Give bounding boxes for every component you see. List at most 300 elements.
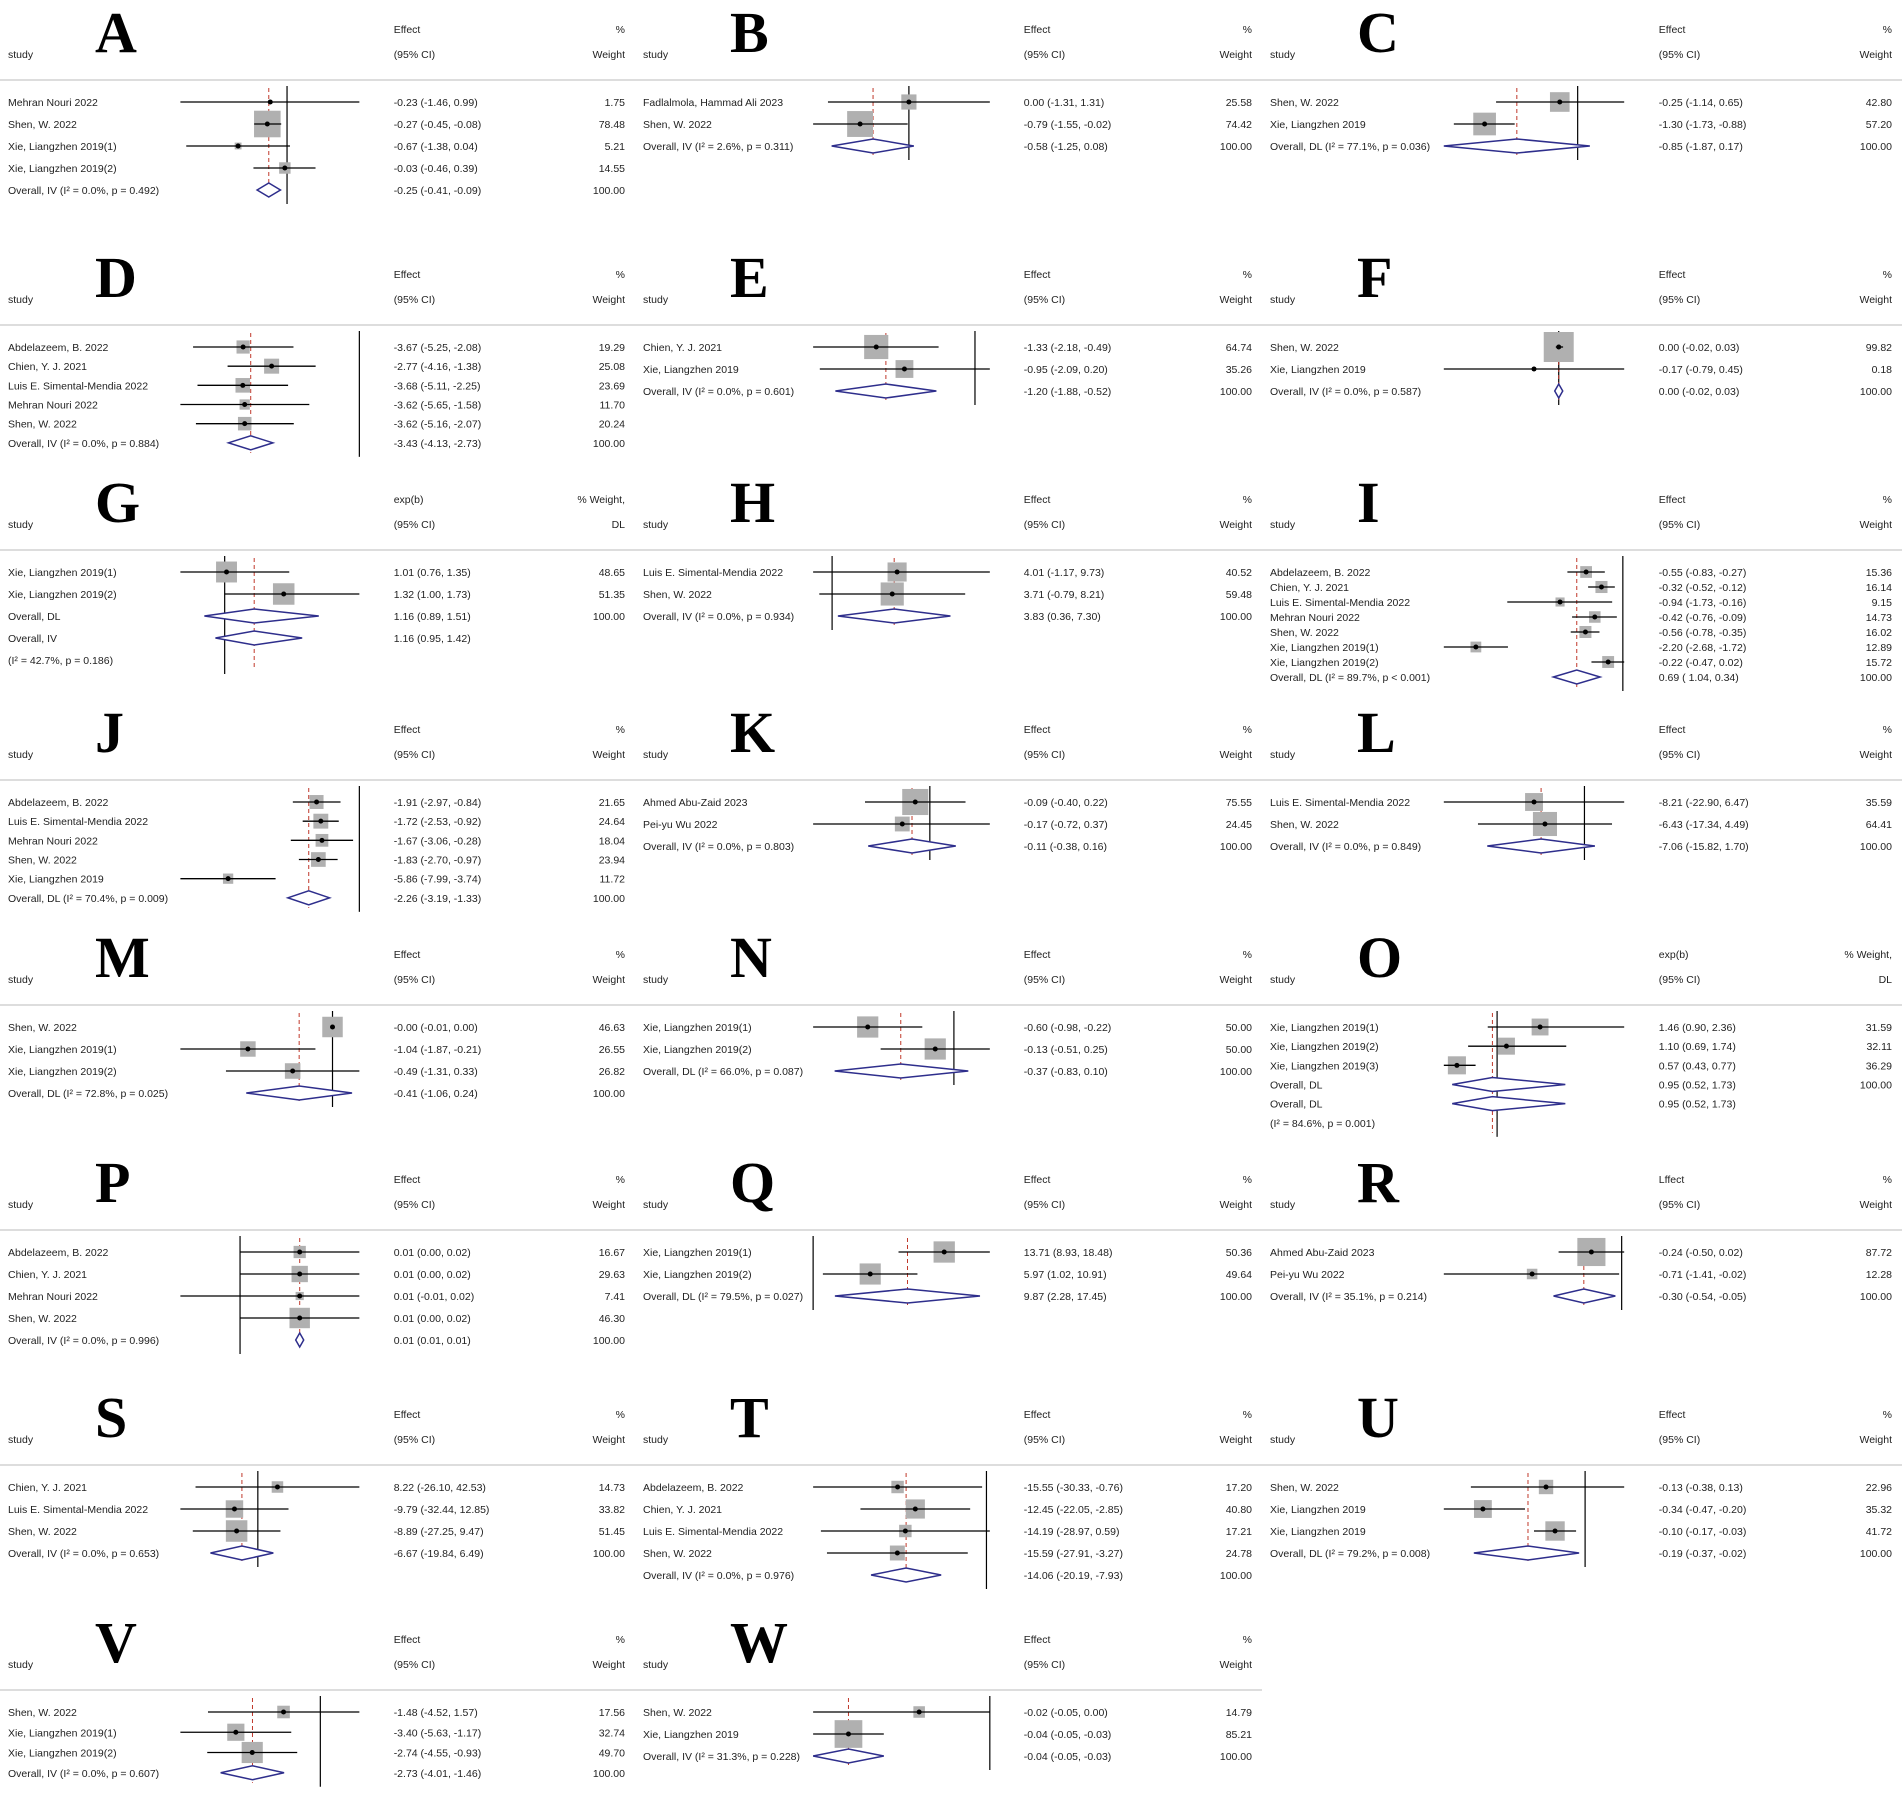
point-estimate — [913, 1507, 918, 1512]
overall-row — [643, 139, 1252, 153]
study-row — [1270, 332, 1892, 362]
weight: 100.00 — [592, 1548, 625, 1560]
effect-ci: -0.42 (-0.76, -0.09) — [1658, 612, 1747, 624]
effect-ci: -0.49 (-1.31, 0.33) — [393, 1066, 478, 1078]
forest-plot-u — [1262, 1385, 1902, 1610]
study-row — [643, 1038, 1252, 1059]
effect-ci: -0.22 (-0.47, 0.02) — [1658, 657, 1743, 669]
overall-row — [1270, 1289, 1892, 1303]
study-label: Overall, DL (I² = 89.7%, p < 0.001) — [1270, 672, 1431, 684]
pooled-diamond — [1474, 1546, 1579, 1560]
pooled-diamond — [868, 839, 956, 853]
point-estimate — [1599, 585, 1604, 590]
effect-ci: -15.59 (-27.91, -3.27) — [1023, 1548, 1123, 1560]
study-label: Abdelazeem, B. 2022 — [643, 1482, 744, 1494]
study-row — [643, 1263, 1252, 1284]
weight-header: % — [1242, 949, 1252, 961]
study-header: study — [643, 749, 669, 761]
panel-letter: U — [1357, 1385, 1399, 1450]
weight: 29.63 — [598, 1269, 625, 1281]
weight: 85.21 — [1225, 1729, 1252, 1741]
point-estimate — [906, 100, 911, 105]
effect-ci: 0.95 (0.52, 1.73) — [1658, 1079, 1736, 1092]
study-label: Overall, IV (I² = 2.6%, p = 0.311) — [643, 141, 794, 153]
study-label: Mehran Nouri 2022 — [8, 399, 98, 412]
point-estimate — [242, 421, 247, 426]
point-estimate — [265, 122, 270, 127]
study-label: Xie, Liangzhen 2019(2) — [643, 1044, 752, 1056]
study-label: Overall, IV (I² = 0.0%, p = 0.601) — [643, 386, 795, 398]
weight: 35.32 — [1865, 1504, 1892, 1516]
study-row — [1270, 793, 1892, 811]
effect-ci: -0.32 (-0.52, -0.12) — [1658, 582, 1747, 594]
study-header: study — [643, 974, 669, 986]
weight: 40.52 — [1225, 567, 1252, 579]
effect-ci: 1.16 (0.89, 1.51) — [393, 611, 471, 623]
point-estimate — [942, 1250, 947, 1255]
weight: 100.00 — [592, 1335, 625, 1347]
weight: 100.00 — [592, 437, 625, 450]
ci-header: (95% CI) — [1023, 749, 1066, 761]
point-estimate — [1532, 800, 1537, 805]
point-estimate — [865, 1025, 870, 1030]
effect-ci: -0.09 (-0.40, 0.22) — [1023, 797, 1108, 809]
overall-row — [1270, 670, 1892, 684]
effect-header: exp(b) — [1658, 949, 1689, 961]
study-label: Chien, Y. J. 2021 — [1270, 582, 1350, 594]
ci-header: (95% CI) — [393, 974, 436, 986]
forest-plot-svg — [0, 470, 635, 700]
pooled-diamond — [835, 1289, 980, 1303]
weight: 17.56 — [598, 1707, 625, 1719]
weight: 22.96 — [1865, 1482, 1892, 1494]
weight: 23.69 — [598, 380, 625, 393]
weight-header-2: Weight — [1859, 294, 1892, 306]
effect-header: Effect — [1023, 1634, 1051, 1646]
study-label: Xie, Liangzhen 2019(2) — [8, 163, 117, 175]
effect-ci: -0.55 (-0.83, -0.27) — [1658, 567, 1747, 579]
study-header: study — [1270, 1199, 1296, 1211]
effect-header: Effect — [393, 24, 421, 36]
effect-ci: 0.00 (-0.02, 0.03) — [1658, 342, 1740, 354]
forest-plot-svg — [635, 1150, 1262, 1385]
weight-header: % — [1882, 24, 1892, 36]
pooled-diamond — [1555, 384, 1563, 398]
weight-header-2: Weight — [1859, 519, 1892, 531]
study-row — [1270, 1238, 1892, 1266]
weight-header: % — [1882, 1174, 1892, 1186]
weight: 100.00 — [1859, 386, 1892, 398]
overall-row — [643, 839, 1252, 853]
point-estimate — [314, 800, 319, 805]
panel-letter: D — [95, 245, 137, 310]
weight: 7.41 — [604, 1291, 625, 1303]
study-header: study — [8, 49, 34, 61]
study-row — [1270, 1500, 1892, 1518]
pooled-diamond — [832, 139, 914, 153]
point-estimate — [895, 570, 900, 575]
point-estimate — [232, 1507, 237, 1512]
point-estimate — [242, 402, 247, 407]
study-label: Overall, DL (I² = 72.8%, p = 0.025) — [8, 1088, 169, 1100]
panel-letter: J — [95, 700, 124, 765]
study-row — [1270, 611, 1892, 624]
point-estimate — [234, 1529, 239, 1534]
panel-letter: N — [730, 925, 772, 990]
ci-header: (95% CI) — [1023, 1434, 1066, 1446]
weight: 35.26 — [1225, 364, 1252, 376]
effect-ci: 13.71 (8.93, 18.48) — [1023, 1247, 1113, 1259]
weight: 15.36 — [1865, 567, 1892, 579]
weight-header-2: Weight — [592, 974, 625, 986]
weight: 42.80 — [1865, 97, 1892, 109]
ci-header: (95% CI) — [1658, 1434, 1701, 1446]
weight: 32.11 — [1866, 1041, 1892, 1054]
study-row — [8, 1520, 625, 1542]
effect-ci: -0.10 (-0.17, -0.03) — [1658, 1526, 1747, 1538]
weight: 0.18 — [1871, 364, 1892, 376]
effect-header: Effect — [393, 269, 421, 281]
weight-header-2: Weight — [1219, 1434, 1252, 1446]
pooled-diamond — [296, 1333, 304, 1347]
study-row — [8, 162, 625, 175]
pooled-diamond — [229, 436, 273, 450]
weight: 33.82 — [598, 1504, 625, 1516]
weight-header-2: Weight — [1219, 749, 1252, 761]
study-label: Chien, Y. J. 2021 — [643, 342, 723, 354]
ci-header: (95% CI) — [1658, 1199, 1701, 1211]
pooled-diamond — [1554, 1289, 1616, 1303]
overall-row — [643, 1289, 1252, 1303]
forest-plot-s — [0, 1385, 635, 1610]
effect-ci: -0.24 (-0.50, 0.02) — [1658, 1247, 1743, 1259]
effect-ci: -2.20 (-2.68, -1.72) — [1658, 642, 1747, 654]
study-label: Xie, Liangzhen 2019 — [1270, 364, 1366, 376]
effect-ci: -6.67 (-19.84, 6.49) — [393, 1548, 484, 1560]
effect-ci: -0.19 (-0.37, -0.02) — [1658, 1548, 1747, 1560]
overall-row — [1270, 139, 1892, 153]
forest-plot-svg — [635, 245, 1262, 470]
study-label: Xie, Liangzhen 2019(1) — [1270, 642, 1379, 654]
forest-plot-svg — [635, 700, 1262, 925]
point-estimate — [281, 1710, 286, 1715]
effect-ci: -0.85 (-1.87, 0.17) — [1658, 141, 1743, 153]
ci-header: (95% CI) — [1658, 49, 1701, 61]
point-estimate — [282, 166, 287, 171]
forest-plot-j — [0, 700, 635, 925]
study-label: Overall, IV (I² = 0.0%, p = 0.492) — [8, 185, 160, 197]
effect-ci: 8.22 (-26.10, 42.53) — [393, 1482, 486, 1494]
study-label: Xie, Liangzhen 2019 — [1270, 1526, 1366, 1538]
overall-row — [8, 631, 471, 645]
study-row — [643, 1016, 1252, 1037]
point-estimate — [903, 1529, 908, 1534]
effect-ci: -0.04 (-0.05, -0.03) — [1023, 1729, 1112, 1741]
forest-plot-k — [635, 700, 1262, 925]
weight: 14.79 — [1225, 1707, 1252, 1719]
forest-plot-e — [635, 245, 1262, 470]
point-estimate — [1454, 1063, 1459, 1068]
effect-ci: -0.94 (-1.73, -0.16) — [1658, 597, 1747, 609]
weight: 26.55 — [598, 1044, 625, 1056]
weight: 100.00 — [1859, 1548, 1892, 1560]
study-row — [8, 1063, 625, 1079]
weight: 46.63 — [598, 1022, 625, 1034]
study-label: Xie, Liangzhen 2019(1) — [643, 1022, 752, 1034]
weight: 12.28 — [1865, 1269, 1892, 1281]
overall-row — [1270, 839, 1892, 853]
study-row — [1270, 364, 1892, 376]
effect-ci: -0.00 (-0.01, 0.00) — [393, 1022, 478, 1034]
overall-row — [8, 891, 625, 905]
pooled-diamond — [835, 384, 936, 398]
effect-ci: -0.03 (-0.46, 0.39) — [393, 163, 478, 175]
study-header: study — [643, 519, 669, 531]
point-estimate — [1504, 1044, 1509, 1049]
study-header: study — [8, 749, 34, 761]
forest-plot-b — [635, 0, 1262, 245]
point-estimate — [1473, 645, 1478, 650]
forest-plot-svg — [0, 245, 635, 470]
panel-letter: R — [1357, 1150, 1399, 1215]
effect-ci: 0.69 ( 1.04, 0.34) — [1658, 672, 1739, 684]
effect-ci: -14.06 (-20.19, -7.93) — [1023, 1570, 1123, 1582]
forest-plot-q — [635, 1150, 1262, 1385]
study-header: study — [8, 519, 34, 531]
forest-plot-a — [0, 0, 635, 245]
effect-ci: -3.62 (-5.65, -1.58) — [393, 399, 482, 412]
effect-ci: 4.01 (-1.17, 9.73) — [1023, 567, 1105, 579]
overall-row — [1270, 384, 1892, 398]
weight: 100.00 — [592, 1767, 625, 1780]
weight-header: % — [1882, 494, 1892, 506]
study-label: Shen, W. 2022 — [1270, 627, 1339, 639]
effect-ci: 1.16 (0.95, 1.42) — [393, 633, 471, 645]
overall-row — [643, 1568, 1252, 1582]
forest-plot-f — [1262, 245, 1902, 470]
weight-header: % — [615, 724, 625, 736]
study-row — [643, 1499, 1252, 1518]
effect-ci: -0.13 (-0.38, 0.13) — [1658, 1482, 1743, 1494]
study-label: Mehran Nouri 2022 — [1270, 612, 1360, 624]
study-row — [8, 1724, 625, 1741]
weight: 23.94 — [598, 854, 625, 867]
effect-header: Effect — [1023, 724, 1051, 736]
study-label: Overall, IV (I² = 0.0%, p = 0.803) — [643, 841, 795, 853]
study-label: Shen, W. 2022 — [8, 1313, 77, 1325]
study-label: Chien, Y. J. 2021 — [8, 1269, 88, 1281]
pooled-diamond — [204, 609, 318, 623]
ci-header: (95% CI) — [393, 749, 436, 761]
panel-letter: O — [1357, 925, 1403, 990]
panel-letter: T — [730, 1385, 769, 1450]
study-row — [8, 1308, 625, 1328]
weight: 24.45 — [1225, 819, 1252, 831]
weight: 16.14 — [1865, 582, 1892, 594]
effect-ci: -1.83 (-2.70, -0.97) — [393, 854, 482, 867]
study-row — [643, 1546, 1252, 1561]
study-row — [1270, 92, 1892, 112]
panel-letter: M — [95, 925, 150, 990]
study-label: Chien, Y. J. 2021 — [8, 1482, 88, 1494]
weight-header-2: Weight — [592, 49, 625, 61]
effect-header: exp(b) — [393, 494, 424, 506]
effect-ci: -0.27 (-0.45, -0.08) — [393, 119, 482, 131]
effect-header: Effect — [1023, 949, 1051, 961]
study-header: study — [1270, 974, 1296, 986]
study-label: Overall, IV (I² = 0.0%, p = 0.607) — [8, 1767, 160, 1780]
study-label: Chien, Y. J. 2021 — [643, 1504, 723, 1516]
study-row — [8, 1041, 625, 1056]
study-row — [8, 1706, 625, 1719]
weight-header-2: Weight — [1219, 294, 1252, 306]
study-row — [8, 814, 625, 829]
weight-header: % — [1242, 1174, 1252, 1186]
study-label: Overall, DL (I² = 79.5%, p = 0.027) — [643, 1291, 804, 1303]
point-estimate — [902, 367, 907, 372]
effect-ci: -2.74 (-4.55, -0.93) — [393, 1747, 482, 1760]
weight-header: % — [1242, 1634, 1252, 1646]
study-label: Abdelazeem, B. 2022 — [8, 797, 109, 809]
effect-ci: -8.89 (-27.25, 9.47) — [393, 1526, 484, 1538]
pooled-diamond — [246, 1086, 352, 1100]
weight: 100.00 — [1859, 672, 1892, 684]
study-row — [643, 1241, 1252, 1262]
panel-letter: L — [1357, 700, 1396, 765]
panel-letter: A — [95, 0, 137, 65]
point-estimate — [226, 876, 231, 881]
weight: 100.00 — [1219, 611, 1252, 623]
weight-header-2: DL — [611, 519, 625, 531]
weight: 99.82 — [1865, 342, 1892, 354]
study-row — [8, 97, 625, 109]
study-label: Mehran Nouri 2022 — [8, 97, 98, 109]
weight-header: % Weight, — [1844, 949, 1892, 961]
weight-header: % — [1242, 494, 1252, 506]
point-estimate — [269, 364, 274, 369]
overall-row — [8, 436, 625, 450]
effect-header: Effect — [1023, 24, 1051, 36]
study-row — [1270, 1038, 1892, 1055]
weight-header: % — [615, 269, 625, 281]
point-estimate — [1482, 122, 1487, 127]
weight: 100.00 — [1219, 386, 1252, 398]
effect-ci: -2.26 (-3.19, -1.33) — [393, 892, 482, 905]
forest-plot-svg — [0, 925, 635, 1150]
forest-plot-r — [1262, 1150, 1902, 1385]
study-row — [1270, 1521, 1892, 1540]
overall-row — [643, 1064, 1252, 1078]
study-label: Shen, W. 2022 — [8, 1022, 77, 1034]
panel-letter: Q — [730, 1150, 776, 1215]
point-estimate — [874, 345, 879, 350]
weight: 100.00 — [592, 185, 625, 197]
ci-header: (95% CI) — [393, 1434, 436, 1446]
effect-header: Effect — [393, 1634, 421, 1646]
weight: 74.42 — [1225, 119, 1252, 131]
effect-header: Effect — [393, 724, 421, 736]
effect-ci: -6.43 (-17.34, 4.49) — [1658, 819, 1749, 831]
weight-header: % — [1882, 269, 1892, 281]
weight: 49.64 — [1225, 1269, 1252, 1281]
effect-ci: 0.57 (0.43, 0.77) — [1658, 1060, 1736, 1073]
overall-row — [8, 183, 625, 197]
panel-letter: B — [730, 0, 769, 65]
ci-header: (95% CI) — [1023, 1199, 1066, 1211]
study-label: Luis E. Simental-Mendia 2022 — [8, 816, 149, 829]
study-label: Xie, Liangzhen 2019 — [643, 1729, 739, 1741]
study-label: Abdelazeem, B. 2022 — [8, 1247, 109, 1259]
panel-letter: G — [95, 470, 141, 535]
effect-ci: 5.97 (1.02, 10.91) — [1023, 1269, 1107, 1281]
pooled-diamond — [835, 1064, 969, 1078]
point-estimate — [1538, 1025, 1543, 1030]
forest-plot-svg — [635, 925, 1262, 1150]
study-label: Shen, W. 2022 — [8, 1526, 77, 1538]
point-estimate — [895, 1485, 900, 1490]
point-estimate — [1592, 615, 1597, 620]
effect-ci: -0.17 (-0.72, 0.37) — [1023, 819, 1108, 831]
study-label: Overall, IV (I² = 0.0%, p = 0.849) — [1270, 841, 1422, 853]
forest-plot-m — [0, 925, 635, 1150]
point-estimate — [917, 1710, 922, 1715]
pooled-diamond — [210, 1546, 273, 1560]
ci-header: (95% CI) — [393, 519, 436, 531]
forest-plot-n — [635, 925, 1262, 1150]
forest-plot-d — [0, 245, 635, 470]
weight-header: % — [1242, 1409, 1252, 1421]
pooled-diamond — [1452, 1097, 1565, 1111]
weight: 78.48 — [598, 119, 625, 131]
weight: 25.58 — [1225, 97, 1252, 109]
study-label: Shen, W. 2022 — [643, 1548, 712, 1560]
study-row — [8, 1246, 625, 1259]
effect-header: Effect — [393, 1174, 421, 1186]
study-header: study — [1270, 1434, 1296, 1446]
effect-ci: 0.01 (0.00, 0.02) — [393, 1247, 471, 1259]
forest-plot-v — [0, 1610, 635, 1801]
overall-row — [1270, 1097, 1736, 1111]
weight-header-2: DL — [1878, 974, 1892, 986]
weight-header-2: Weight — [1219, 974, 1252, 986]
overall-row — [643, 384, 1252, 398]
study-label: Ahmed Abu-Zaid 2023 — [643, 797, 748, 809]
forest-plot-svg — [1262, 700, 1902, 925]
weight: 100.00 — [1219, 1751, 1252, 1763]
panel-letter: P — [95, 1150, 131, 1215]
overall-row — [1270, 1546, 1892, 1560]
study-label: Overall, IV — [8, 633, 58, 645]
study-label: Overall, IV (I² = 0.0%, p = 0.884) — [8, 437, 160, 450]
study-row — [8, 399, 625, 411]
pooled-diamond — [257, 183, 280, 197]
effect-ci: -1.72 (-2.53, -0.92) — [393, 816, 482, 829]
point-estimate — [895, 1551, 900, 1556]
ci-header: (95% CI) — [1023, 974, 1066, 986]
effect-ci: -0.25 (-0.41, -0.09) — [393, 185, 482, 197]
ci-header: (95% CI) — [1023, 49, 1066, 61]
study-row — [8, 1742, 625, 1763]
forest-plot-i — [1262, 470, 1902, 700]
study-row — [8, 111, 625, 138]
pooled-diamond — [221, 1766, 284, 1780]
point-estimate — [900, 822, 905, 827]
overall-row — [1270, 1078, 1892, 1092]
study-label: (I² = 42.7%, p = 0.186) — [8, 655, 114, 667]
forest-plot-svg — [1262, 1385, 1902, 1610]
study-label: Shen, W. 2022 — [643, 1707, 712, 1719]
point-estimate — [240, 383, 245, 388]
